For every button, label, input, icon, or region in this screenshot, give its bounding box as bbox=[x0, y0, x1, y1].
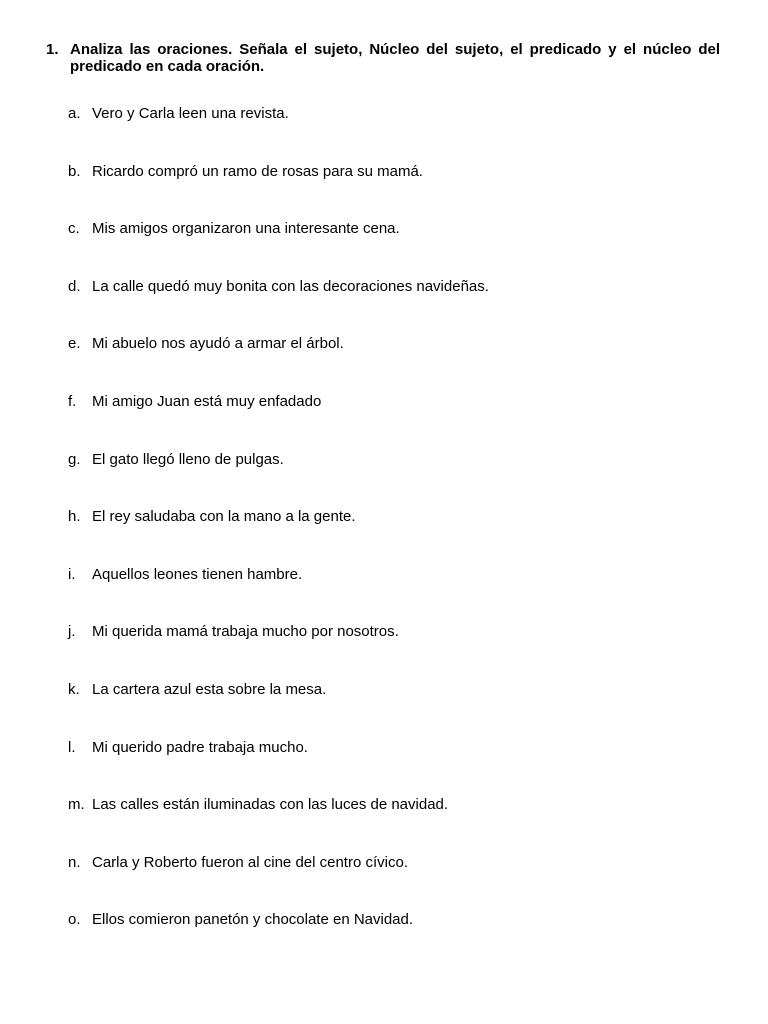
item-sentence: Ellos comieron panetón y chocolate en Navidad. bbox=[92, 911, 414, 929]
item-sentence: Mis amigos organizaron una interesante cena. bbox=[92, 220, 400, 238]
item-letter: k. bbox=[68, 680, 80, 698]
item-letter: b. bbox=[68, 162, 81, 180]
item-letter: m. bbox=[68, 796, 85, 814]
item-sentence: Mi abuelo nos ayudó a armar el árbol. bbox=[92, 335, 344, 353]
item-sentence: Mi amigo Juan está muy enfadado bbox=[92, 392, 322, 410]
item-letter: c. bbox=[68, 220, 80, 238]
item-sentence: El gato llegó lleno de pulgas. bbox=[92, 450, 284, 468]
list-item bbox=[68, 451, 728, 509]
list-item bbox=[68, 508, 728, 566]
item-letter: f. bbox=[68, 392, 77, 410]
list-item bbox=[68, 623, 728, 681]
item-sentence: Carla y Roberto fueron al cine del centro cívico. bbox=[92, 853, 408, 871]
list-item bbox=[68, 220, 728, 278]
list-item bbox=[68, 335, 728, 393]
question-instruction: Analiza las oraciones. Señala el sujeto, Núcleo del sujeto, el predicado y el núcleo del predicado en cada oración. bbox=[70, 41, 720, 75]
item-letter: e. bbox=[68, 335, 81, 353]
item-sentence: Vero y Carla leen una revista. bbox=[92, 105, 289, 122]
list-item bbox=[68, 796, 728, 854]
item-letter: g. bbox=[68, 450, 81, 468]
list-item bbox=[68, 278, 728, 336]
item-sentence: Ricardo compró un ramo de rosas para su mamá. bbox=[92, 162, 423, 180]
list-item bbox=[68, 163, 728, 221]
item-letter: n. bbox=[68, 853, 81, 871]
item-sentence: Aquellos leones tienen hambre. bbox=[92, 565, 303, 583]
item-letter: o. bbox=[68, 911, 81, 929]
list-item bbox=[68, 854, 728, 912]
list-item bbox=[68, 681, 728, 739]
question-1 bbox=[46, 41, 720, 75]
list-item bbox=[68, 566, 728, 624]
sentence-list bbox=[68, 105, 728, 969]
item-sentence: La cartera azul esta sobre la mesa. bbox=[92, 680, 327, 698]
item-sentence: Las calles están iluminadas con las luces de navidad. bbox=[92, 796, 449, 814]
item-letter: d. bbox=[68, 277, 81, 295]
item-sentence: La calle quedó muy bonita con las decoraciones navideñas. bbox=[92, 277, 489, 295]
item-letter: j. bbox=[68, 623, 76, 641]
question-number: 1. bbox=[46, 41, 59, 58]
item-letter: h. bbox=[68, 508, 81, 526]
list-item bbox=[68, 911, 728, 969]
item-sentence: Mi querida mamá trabaja mucho por nosotros. bbox=[92, 623, 399, 641]
item-sentence: Mi querido padre trabaja mucho. bbox=[92, 738, 308, 756]
list-item bbox=[68, 393, 728, 451]
item-letter: l. bbox=[68, 738, 76, 756]
list-item bbox=[68, 739, 728, 797]
item-sentence: El rey saludaba con la mano a la gente. bbox=[92, 508, 356, 526]
item-letter: i. bbox=[68, 565, 76, 583]
item-letter: a. bbox=[68, 105, 81, 122]
list-item bbox=[68, 105, 728, 163]
